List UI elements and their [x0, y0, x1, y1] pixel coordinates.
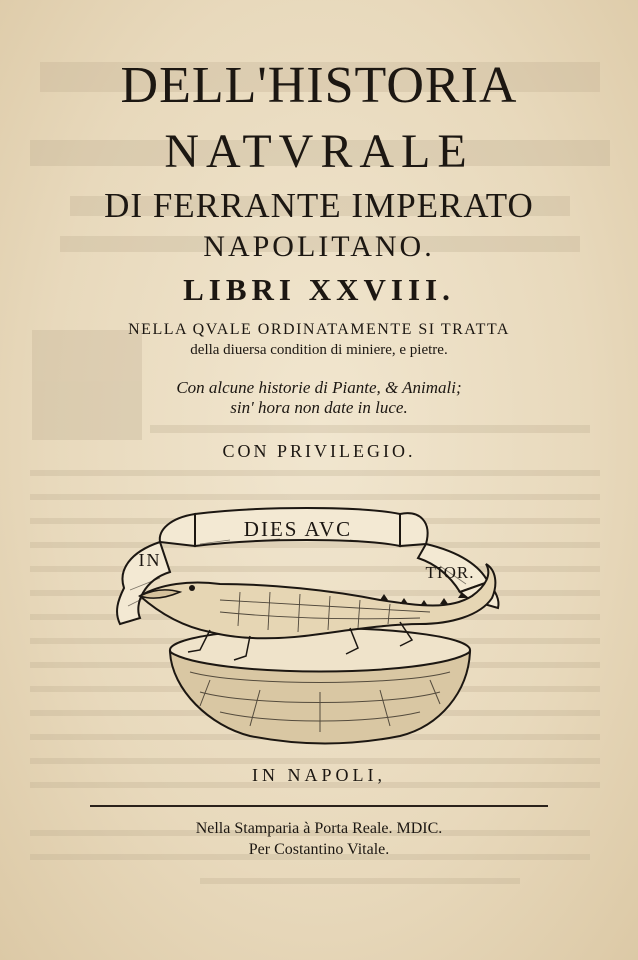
- title-line-1: DELL'HISTORIA: [120, 57, 518, 114]
- rock-base: [170, 628, 470, 744]
- motto-left: IN: [138, 550, 162, 570]
- subject-line-2: della diuersa condition di miniere, e pietre.: [190, 342, 448, 358]
- divider-rule: [90, 805, 548, 807]
- printer-line-2: Per Costantino Vitale.: [248, 841, 390, 858]
- motto-right: TIOR.: [425, 563, 475, 582]
- extra-line-2: sin' hora non date in luce.: [230, 398, 408, 417]
- title-line-2: NATVRALE: [164, 125, 474, 178]
- place-line: IN NAPOLI,: [252, 765, 386, 785]
- motto-top: DIES AVC: [243, 517, 353, 541]
- printer-device: [100, 500, 540, 750]
- origin-line: NAPOLITANO.: [203, 230, 435, 263]
- printer-line-1: Nella Stamparia à Porta Reale. MDIC.: [195, 820, 443, 837]
- privilege-line: CON PRIVILEGIO.: [222, 441, 416, 461]
- books-line: LIBRI XXVIII.: [183, 272, 455, 307]
- author-line: DI FERRANTE IMPERATO: [104, 186, 534, 225]
- subject-line-1: NELLA QVALE ORDINATAMENTE SI TRATTA: [128, 321, 510, 338]
- extra-line-1: Con alcune historie di Piante, & Animali;: [176, 378, 462, 397]
